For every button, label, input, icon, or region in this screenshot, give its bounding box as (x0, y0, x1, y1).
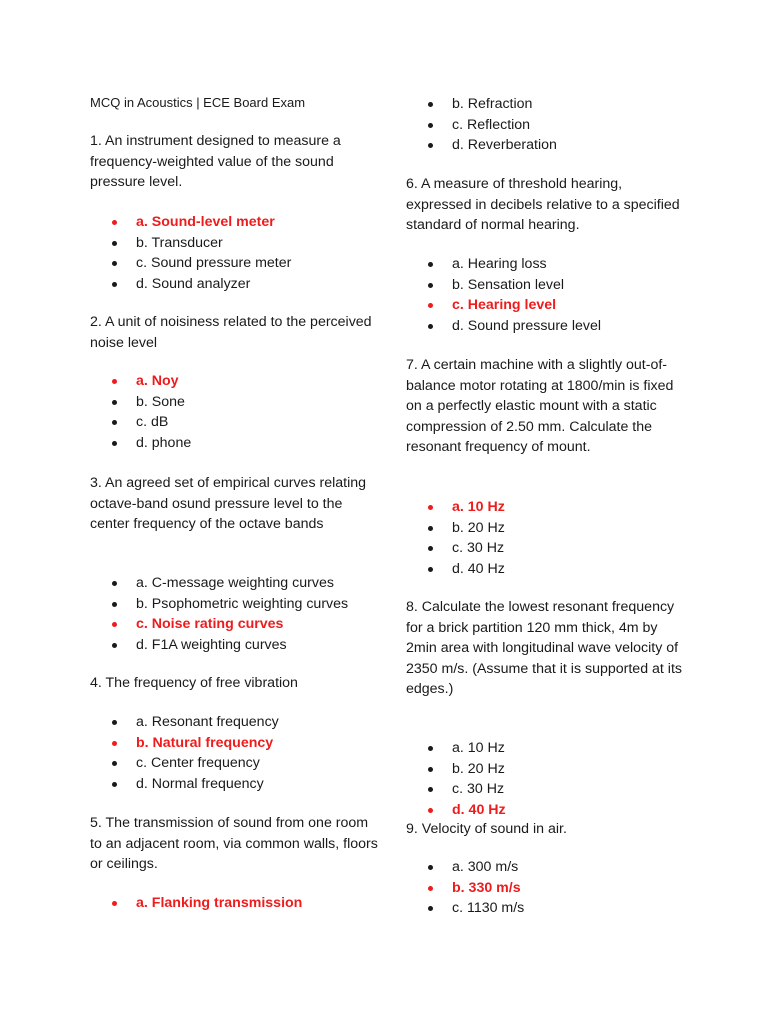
option-label: b. Natural frequency (136, 734, 274, 751)
bullet-icon (428, 526, 433, 531)
option-5c (426, 115, 557, 136)
option-1c (110, 253, 291, 274)
option-3b (110, 594, 348, 615)
bullet-icon (428, 505, 433, 510)
question-2-options (110, 371, 191, 453)
bullet-icon (428, 324, 433, 329)
question-7-options (426, 497, 505, 579)
question-1: 1. An instrument designed to measure a frequency-weighted value of the sound pressure level. (90, 133, 341, 191)
bullet-icon (112, 741, 117, 746)
question-4: 4. The frequency of free vibration (90, 675, 298, 691)
option-1a (110, 212, 291, 233)
option-9a (426, 857, 524, 878)
option-label: c. Sound pressure meter (136, 255, 292, 272)
option-label: a. 300 m/s (452, 859, 519, 875)
option-label: a. 10 Hz (452, 740, 505, 756)
bullet-icon (428, 865, 433, 870)
document-title: MCQ in Acoustics | ECE Board Exam (90, 95, 306, 110)
option-9c (426, 898, 524, 919)
option-label: a. Hearing loss (452, 256, 547, 272)
option-label: d. Sound analyzer (136, 275, 251, 292)
option-label: c. Noise rating curves (136, 616, 284, 633)
option-label: b. 20 Hz (452, 519, 505, 536)
option-label: c. 30 Hz (452, 540, 505, 557)
option-label: a. Noy (136, 373, 179, 389)
option-1d (110, 274, 291, 295)
bullet-icon (428, 546, 433, 551)
option-label: a. 10 Hz (452, 499, 505, 515)
bullet-icon (428, 283, 433, 288)
question-8: 8. Calculate the lowest resonant frequency for a brick partition 120 mm thick, 4m by 2min area with longitudinal wave velocity of 2350 m/s. (Assume that it is supported at its edges.) (406, 599, 682, 698)
bullet-icon (428, 262, 433, 267)
bullet-icon (112, 282, 117, 287)
option-label: d. 40 Hz (452, 801, 506, 818)
bullet-icon (112, 441, 117, 446)
option-1b (110, 233, 291, 254)
option-6b (426, 275, 601, 296)
option-label: d. Reverberation (452, 137, 557, 154)
option-label: b. Sone (136, 393, 185, 410)
option-5b (426, 94, 557, 115)
option-label: d. Normal frequency (136, 775, 264, 792)
option-4b (110, 733, 279, 754)
option-6c (426, 295, 601, 316)
option-label: b. 20 Hz (452, 760, 505, 777)
question-7: 7. A certain machine with a slightly out-of-balance motor rotating at 1800/min is fixed on a perfectly elastic mount with a static compression of 2.50 mm. Calculate the resonant frequency of mount. (406, 357, 674, 456)
bullet-icon (112, 602, 117, 607)
option-7a (426, 497, 505, 518)
option-label: a. Resonant frequency (136, 714, 279, 730)
option-label: d. F1A weighting curves (136, 636, 287, 653)
bullet-icon (428, 746, 433, 751)
bullet-icon (428, 102, 433, 107)
question-8-options (426, 738, 506, 820)
option-7b (426, 518, 505, 539)
option-8d (426, 800, 506, 821)
bullet-icon (428, 567, 433, 572)
option-label: b. Psophometric weighting curves (136, 595, 349, 612)
bullet-icon (428, 123, 433, 128)
option-label: c. Hearing level (452, 297, 557, 314)
option-label: b. 330 m/s (452, 879, 521, 896)
option-label: d. Sound pressure level (452, 317, 602, 334)
option-label: c. 1130 m/s (452, 900, 525, 917)
option-6a (426, 254, 601, 275)
option-label: b. Refraction (452, 96, 533, 112)
option-8c (426, 779, 506, 800)
bullet-icon (112, 400, 117, 405)
option-2d (110, 433, 191, 454)
question-5: 5. The transmission of sound from one room to an adjacent room, via common walls, floors or ceilings. (90, 815, 378, 873)
option-2c (110, 412, 191, 433)
bullet-icon (112, 761, 117, 766)
bullet-icon (112, 782, 117, 787)
question-9-options (426, 857, 524, 919)
option-4c (110, 753, 279, 774)
option-label: b. Transducer (136, 234, 223, 251)
bullet-icon (112, 720, 117, 725)
bullet-icon (428, 906, 433, 911)
question-2: 2. A unit of noisiness related to the perceived noise level (90, 314, 372, 351)
bullet-icon (112, 901, 117, 906)
option-label: d. phone (136, 434, 192, 451)
option-label: b. Sensation level (452, 276, 564, 293)
bullet-icon (112, 261, 117, 266)
question-1-options (110, 212, 291, 294)
option-4d (110, 774, 279, 795)
question-5-options (110, 893, 302, 914)
option-7c (426, 538, 505, 559)
option-5d (426, 135, 557, 156)
option-2a (110, 371, 191, 392)
question-3: 3. An agreed set of empirical curves relating octave-band osund pressure level to the center frequency of the octave bands (90, 475, 367, 533)
option-9b (426, 878, 524, 899)
bullet-icon (428, 143, 433, 148)
option-label: c. Center frequency (136, 755, 260, 772)
option-label: a. Sound-level meter (136, 214, 275, 230)
option-6d (426, 316, 601, 337)
question-3-options (110, 573, 348, 655)
option-8a (426, 738, 506, 759)
question-4-options (110, 712, 279, 794)
option-3d (110, 635, 348, 656)
question-5-options-continued (426, 94, 557, 156)
option-7d (426, 559, 505, 580)
option-8b (426, 759, 506, 780)
bullet-icon (112, 622, 117, 627)
option-2b (110, 392, 191, 413)
option-3a (110, 573, 348, 594)
option-label: c. Reflection (452, 116, 531, 133)
bullet-icon (112, 420, 117, 425)
bullet-icon (428, 767, 433, 772)
question-6-options (426, 254, 601, 336)
bullet-icon (112, 643, 117, 648)
option-5a (110, 893, 302, 914)
question-9: 9. Velocity of sound in air. (406, 821, 567, 837)
bullet-icon (112, 379, 117, 384)
bullet-icon (112, 581, 117, 586)
option-label: d. 40 Hz (452, 560, 505, 577)
option-label: c. 30 Hz (452, 781, 505, 798)
bullet-icon (428, 886, 433, 891)
bullet-icon (112, 241, 117, 246)
option-label: a. C-message weighting curves (136, 575, 334, 591)
bullet-icon (428, 787, 433, 792)
question-6: 6. A measure of threshold hearing, expressed in decibels relative to a specified standard of normal hearing. (406, 176, 680, 234)
bullet-icon (112, 220, 117, 225)
bullet-icon (428, 808, 433, 813)
option-4a (110, 712, 279, 733)
bullet-icon (428, 303, 433, 308)
option-3c (110, 614, 348, 635)
option-label: c. dB (136, 414, 169, 431)
option-label: a. Flanking transmission (136, 895, 303, 911)
